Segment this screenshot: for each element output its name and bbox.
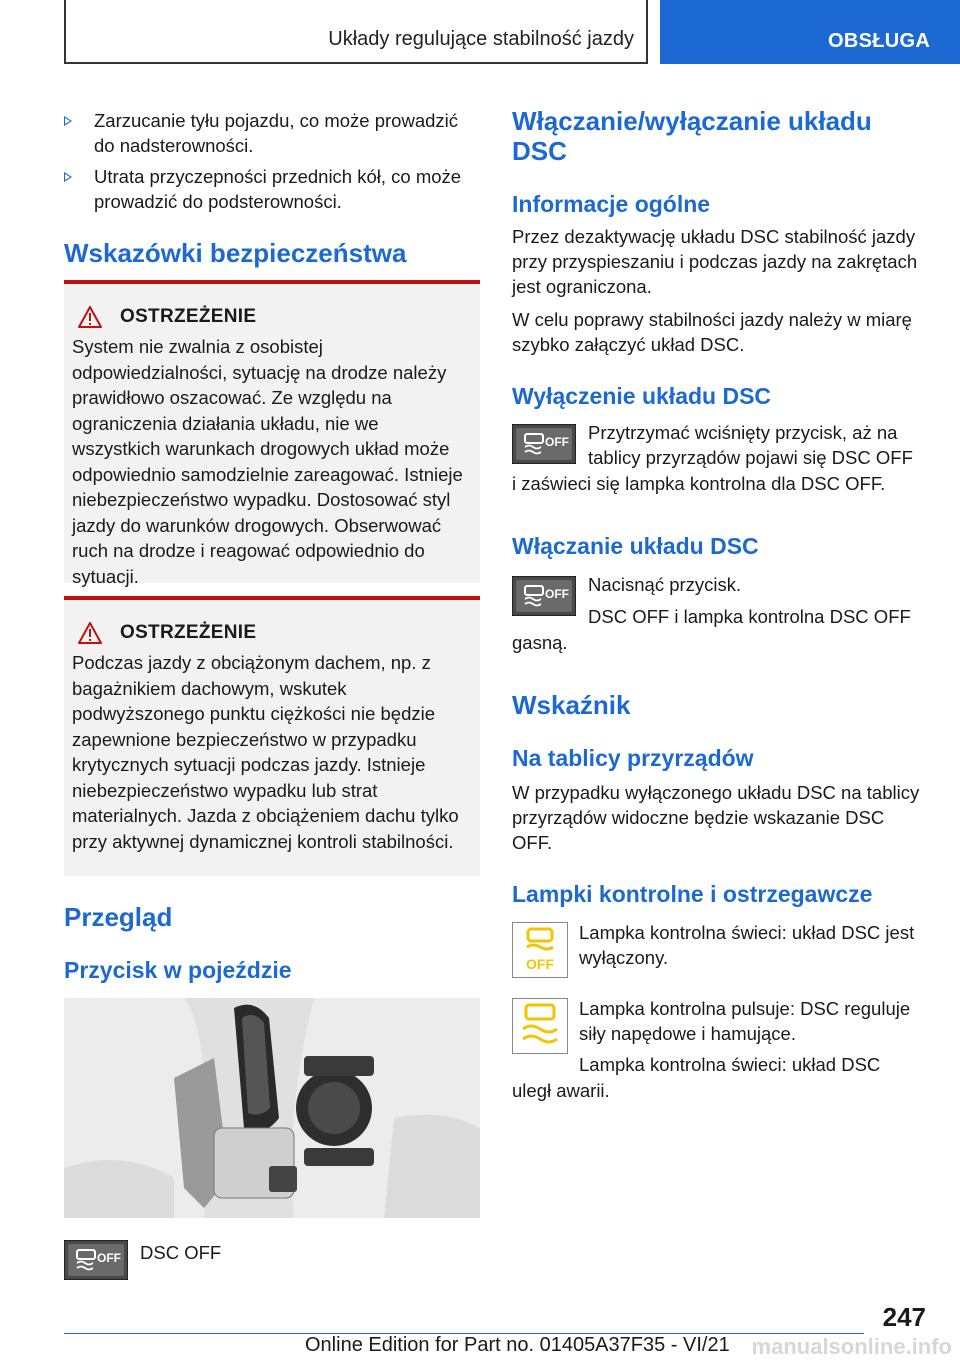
lamps-heading: Lampki kontrolne i ostrzegawcze [512, 881, 873, 907]
bullet-text: Utrata przyczepności przednich kół, co może prowadzić do podsterowności. [94, 166, 462, 212]
off-text-line3: i zaświeci się lampka kontrolna dla DSC OFF. [512, 473, 886, 494]
dsc-off-button-icon [512, 424, 576, 464]
lamp2-text: Lampka kontrolna pulsuje: DSC reguluje siły napędowe i hamujące. [579, 998, 911, 1044]
footer-edition: Online Edition for Part no. 01405A37F35 - VI/21 [305, 1334, 730, 1356]
warning-triangle-icon [78, 622, 102, 644]
off-heading: Wyłączenie układu DSC [512, 383, 772, 409]
off-label: OFF [545, 587, 569, 601]
main-heading: Włączanie/wyłączanie układu DSC [512, 106, 872, 166]
on-text-2-line1: DSC OFF i lampka kontrolna DSC OFF [588, 606, 911, 627]
dsc-off-button-icon [512, 576, 576, 616]
on-text-2-line2: gasną. [512, 632, 568, 653]
warning-text: Podczas jazdy z obciążonym dachem, np. z bagażnikiem dachowym, wskutek podwyższonego punktu ciężkości nie będzie zapewnione bezpieczeństwo w przypadku krytycznych sytuacji podczas jazdy. Istnieje niebezpieczeństwo wypadku lub strat materialnych. Jazda z obciążeniem dachu tylko przy aktywnej dynamicznej kontroli stabilności. [72, 652, 459, 852]
header-chapter-tab [660, 0, 960, 64]
header-section-box [64, 0, 648, 64]
button-caption: DSC OFF [140, 1242, 222, 1263]
off-label: OFF [97, 1251, 121, 1265]
warning-text: System nie zwalnia z osobistej odpowiedzialności, sytuację na drodze należy prawidłowo oszacować. Ze względu na ograniczenia działania układu, nie we wszystkich warunkach drogowych układ może odpowiednio samodzielnie zareagować. Istnieje niebezpieczeństwo wypadku. Dostosować styl jazdy do warunków drogowych. Obserwować ruch na drodze i reagować odpowiednio do sytuacji. [72, 336, 463, 587]
lamp3-line2: uległ awarii. [512, 1080, 610, 1101]
header-chapter-title: OBSŁUGA [828, 30, 931, 52]
warning-box [64, 280, 480, 587]
overview-heading: Przegląd [64, 902, 173, 932]
instrument-heading: Na tablicy przyrządów [512, 745, 754, 771]
safety-heading: Wskazówki bezpieczeństwa [64, 238, 407, 268]
warning-title: OSTRZEŻENIE [120, 622, 257, 643]
bullet-item [64, 164, 480, 214]
dsc-off-button-icon [64, 1240, 128, 1280]
general-paragraph-1: Przez dezaktywację układu DSC stabilność jazdy przy przyspieszaniu i podczas jazdy na zakrętach jest ograniczona. [512, 226, 918, 297]
lamp3-line1: Lampka kontrolna świeci: układ DSC [579, 1054, 881, 1075]
general-paragraph-2: W celu poprawy stabilności jazdy należy w miarę szybko załączyć układ DSC. [512, 309, 912, 355]
center-console-image [64, 998, 480, 1218]
page-number: 247 [882, 1302, 926, 1332]
bullet-triangle-icon [64, 116, 72, 126]
instrument-text: W przypadku wyłączonego układu DSC na tablicy przyrządów widoczne będzie wskazanie DSC OFF. [512, 782, 920, 853]
watermark: manualsonline.info [751, 1334, 952, 1359]
dsc-active-lamp-icon [512, 998, 568, 1054]
warning-title: OSTRZEŻENIE [120, 306, 257, 327]
header-section-title: Układy regulujące stabilność jazdy [328, 28, 634, 50]
lamp-off-label: OFF [526, 956, 554, 972]
console-photo [64, 998, 480, 1218]
lamp1-text: Lampka kontrolna świeci: układ DSC jest wyłączony. [579, 922, 915, 968]
bullet-triangle-icon [64, 172, 72, 182]
indicator-heading: Wskaźnik [512, 690, 631, 720]
general-heading: Informacje ogólne [512, 191, 711, 217]
warning-box [64, 596, 480, 876]
bullet-item [64, 108, 480, 158]
off-text-line2: tablicy przyrządów pojawi się DSC OFF [588, 447, 913, 468]
dsc-off-lamp-icon [512, 922, 568, 978]
on-heading: Włączanie układu DSC [512, 533, 759, 559]
off-label: OFF [545, 435, 569, 449]
button-heading: Przycisk w pojeździe [64, 957, 292, 983]
off-text-line1: Przytrzymać wciśnięty przycisk, aż na [588, 422, 898, 443]
on-text-1: Nacisnąć przycisk. [588, 574, 742, 595]
warning-triangle-icon [78, 306, 102, 328]
bullet-text: Zarzucanie tyłu pojazdu, co może prowadzić do nadsterowności. [94, 110, 459, 156]
